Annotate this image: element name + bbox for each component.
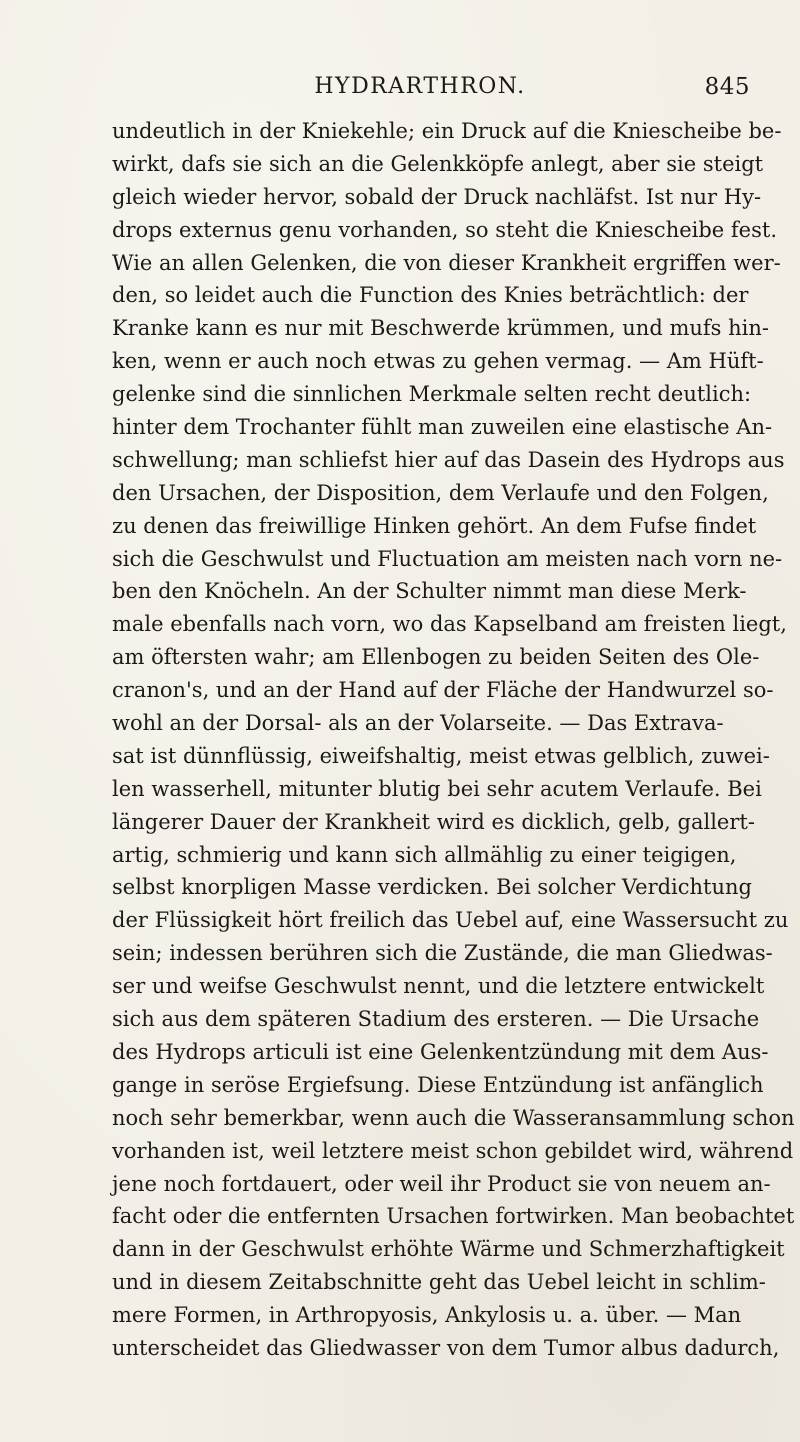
text-line: unterscheidet das Gliedwasser von dem Tumor albus dadurch,	[112, 1335, 780, 1360]
text-line: Kranke kann es nur mit Beschwerde krümmen, und mufs hin-	[112, 316, 769, 341]
text-line: der Flüssigkeit hört freilich das Uebel auf, eine Wassersucht zu	[112, 908, 789, 933]
text-line: noch sehr bemerkbar, wenn auch die Wasseransammlung schon	[112, 1105, 795, 1130]
text-line: ben den Knöcheln. An der Schulter nimmt man diese Merk-	[112, 579, 747, 604]
text-line: sat ist dünnflüssig, eiweifshaltig, meist etwas gelblich, zuwei-	[112, 743, 770, 768]
page-number: 845	[704, 74, 750, 100]
text-line: gange in seröse Ergiefsung. Diese Entzündung ist anfänglich	[112, 1072, 764, 1097]
text-line: am öftersten wahr; am Ellenbogen zu beiden Seiten des Ole-	[112, 645, 760, 670]
text-line: undeutlich in der Kniekehle; ein Druck auf die Kniescheibe be-	[112, 119, 782, 143]
text-line: längerer Dauer der Krankheit wird es dicklich, gelb, gallert-	[112, 809, 755, 834]
text-line: gleich wieder hervor, sobald der Druck nachläfst. Ist nur Hy-	[112, 184, 762, 209]
text-line: zu denen das freiwillige Hinken gehört. An dem Fufse findet	[112, 513, 757, 538]
text-line: Wie an allen Gelenken, die von dieser Krankheit ergriffen wer-	[112, 250, 781, 275]
text-line: den Ursachen, der Disposition, dem Verlaufe und den Folgen,	[112, 480, 769, 505]
running-title: HYDRARTHRON.	[314, 74, 526, 99]
text-line: dann in der Geschwulst erhöhte Wärme und Schmerzhaftigkeit	[112, 1237, 785, 1262]
text-line: drops externus genu vorhanden, so steht die Kniescheibe fest.	[112, 217, 777, 242]
text-line: vorhanden ist, weil letztere meist schon gebildet wird, während	[112, 1138, 794, 1163]
text-line: wohl an der Dorsal- als an der Volarseite. — Das Extrava-	[112, 711, 724, 736]
text-line: artig, schmierig und kann sich allmählig zu einer teigigen,	[112, 842, 737, 867]
text-line: schwellung; man schliefst hier auf das Dasein des Hydrops aus	[112, 447, 785, 472]
text-line: male ebenfalls nach vorn, wo das Kapselband am freisten liegt,	[112, 612, 787, 637]
text-line: cranon's, und an der Hand auf der Fläche der Handwurzel so-	[112, 678, 774, 703]
text-line: mere Formen, in Arthropyosis, Ankylosis u. a. über. — Man	[112, 1303, 742, 1328]
text-line: des Hydrops articuli ist eine Gelenkentzündung mit dem Aus-	[112, 1039, 769, 1064]
text-line: ser und weifse Geschwulst nennt, und die letztere entwickelt	[112, 974, 765, 999]
text-line: ken, wenn er auch noch etwas zu gehen vermag. — Am Hüft-	[112, 349, 764, 374]
text-line: den, so leidet auch die Function des Knies beträchtlich: der	[112, 283, 749, 308]
text-line: sich die Geschwulst und Fluctuation am meisten nach vorn ne-	[112, 546, 783, 571]
text-line: facht oder die entfernten Ursachen fortwirken. Man beobachtet	[112, 1204, 795, 1229]
body-text	[112, 115, 795, 1365]
page-header	[110, 74, 750, 114]
text-line: hinter dem Trochanter fühlt man zuweilen eine elastische An-	[112, 415, 773, 440]
text-line: sein; indessen berühren sich die Zustände, die man Gliedwas-	[112, 941, 773, 966]
text-line: und in diesem Zeitabschnitte geht das Uebel leicht in schlim-	[112, 1270, 766, 1295]
text-line: len wasserhell, mitunter blutig bei sehr acutem Verlaufe. Bei	[112, 776, 762, 801]
text-line: sich aus dem späteren Stadium des ersteren. — Die Ursache	[112, 1007, 760, 1032]
text-line: gelenke sind die sinnlichen Merkmale selten recht deutlich:	[112, 382, 752, 407]
text-line: jene noch fortdauert, oder weil ihr Product sie von neuem an-	[112, 1171, 771, 1196]
text-line: selbst knorpligen Masse verdicken. Bei solcher Verdichtung	[112, 875, 752, 900]
text-line: wirkt, dafs sie sich an die Gelenkköpfe anlegt, aber sie steigt	[112, 151, 764, 176]
